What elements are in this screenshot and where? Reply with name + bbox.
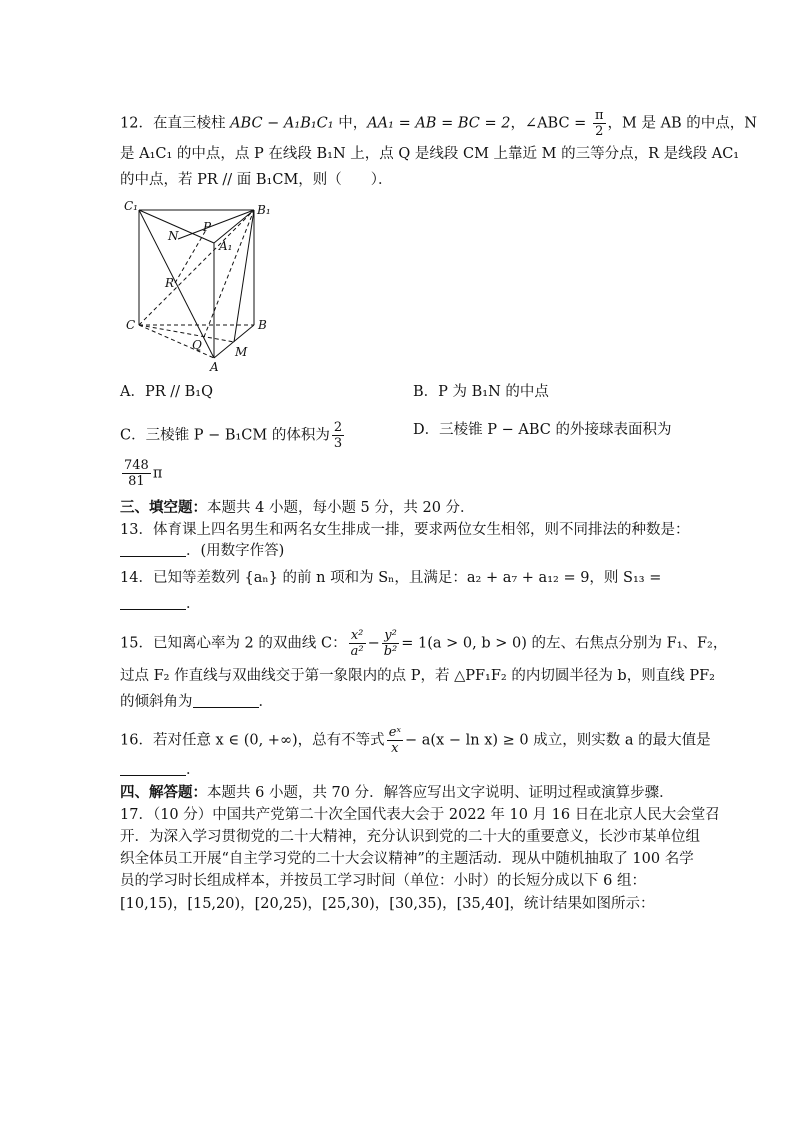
frac-num: eˣ (388, 725, 401, 740)
x2-over-a2 (349, 628, 366, 659)
q15-line-3 (120, 692, 273, 712)
q14-answer-blank[interactable] (120, 595, 186, 610)
q12-line-3: 的中点，若 PR // 面 B₁CM，则（ ）． (120, 172, 393, 188)
q12-text-b: 中， (333, 115, 368, 132)
edge-equation: AA₁ = AB = BC = 2 (367, 115, 511, 132)
label-a: A (210, 360, 219, 373)
frac-den: x (391, 741, 399, 756)
frac-den: 2 (595, 124, 604, 139)
q16-line-2 (120, 760, 201, 780)
angle-text: ，∠ABC = (510, 115, 591, 132)
q13-line-2 (120, 541, 284, 561)
q16-rest: − a(x − ln x) ≥ 0 成立，则实数 a 的最大值是 (405, 732, 711, 749)
option-d-fraction (122, 458, 151, 489)
section-3-desc: 本题共 4 小题，每小题 5 分，共 20 分． (207, 500, 475, 516)
q13-tail: ．(用数字作答) (186, 543, 285, 559)
option-a: A．PR // B₁Q (120, 384, 213, 400)
q12-number: 12． (120, 115, 153, 132)
pi-over-2 (593, 108, 606, 139)
option-d: D．三棱锥 P − ABC 的外接球表面积为 (413, 422, 672, 438)
option-c-text: C．三棱锥 P − B₁CM 的体积为 (120, 427, 330, 444)
option-b: B．P 为 B₁N 的中点 (413, 384, 549, 400)
ex-over-x (387, 725, 403, 756)
label-c: C (126, 318, 136, 332)
option-d-value (120, 458, 162, 489)
frac-den: b² (383, 644, 398, 659)
edge-ca (139, 325, 214, 358)
label-p: P (203, 220, 212, 234)
minus-sign: − (367, 635, 380, 652)
section-3-header (120, 498, 475, 518)
frac-num: 748 (124, 458, 149, 473)
q15-line3-lead: 的倾斜角为 (120, 694, 193, 710)
q15-answer-blank[interactable] (193, 693, 259, 708)
edge-b1n (178, 210, 254, 239)
q17-line-4: 员的学习时长组成样本，并按员工学习时间（单位：小时）的长短分成以下 6 组： (120, 873, 646, 889)
label-b1: B₁ (257, 203, 271, 217)
section-4-header (120, 783, 674, 803)
q16-answer-blank[interactable] (120, 761, 186, 776)
q15-lead: 15．已知离心率为 2 的双曲线 C： (120, 635, 347, 652)
q16-tail: ． (186, 762, 201, 778)
edge-cm (139, 325, 234, 342)
q16-line-1 (120, 725, 711, 756)
option-c (120, 420, 346, 451)
q15-line-1 (120, 628, 727, 659)
q12-line-2: 是 A₁C₁ 的中点，点 P 在线段 B₁N 上，点 Q 是线段 CM 上靠近 M 的三等分点，R 是线段 AC₁ (120, 146, 740, 162)
q14-line-1: 14．已知等差数列 {aₙ} 的前 n 项和为 Sₙ，且满足：a₂ + a₇ + a₁₂ = 9，则 S₁₃ = (120, 570, 662, 586)
q12-text-d: ，M 是 AB 的中点，N (607, 115, 757, 132)
q15-equation-tail: = 1(a > 0, b > 0) 的左、右焦点分别为 F₁、F₂， (401, 635, 728, 652)
y2-over-b2 (382, 628, 400, 659)
frac-num: π (594, 108, 604, 123)
frac-num: 2 (333, 420, 343, 435)
label-a1: A₁ (219, 239, 233, 253)
q13-line-1: 13．体育课上四名男生和两名女生排成一排，要求两位女生相邻，则不同排法的种数是： (120, 522, 690, 538)
edge-b1m (234, 210, 254, 342)
q12-text-a: 在直三棱柱 (152, 115, 231, 132)
option-c-fraction (332, 420, 344, 451)
q16-lead: 16．若对任意 x ∈ (0, +∞)，总有不等式 (120, 732, 385, 749)
q17-line-5: [10,15)，[15,20)，[20,25)，[25,30)，[30,35)，[35,40]，统计结果如图所示： (120, 896, 655, 912)
q14-line-2 (120, 594, 201, 614)
label-c1: C₁ (124, 199, 138, 213)
label-b: B (258, 318, 267, 332)
q14-tail: ． (186, 596, 201, 612)
section-3-heading: 三、填空题： (120, 499, 207, 516)
q17-line-1: 17．（10 分）中国共产党第二十次全国代表大会于 2022 年 10 月 16 日在北京人民大会堂召 (120, 807, 720, 823)
edge-cb1 (139, 210, 254, 325)
q17-line-2: 开．为深入学习贯彻党的二十大精神，充分认识到党的二十大的重要意义，长沙市某单位组 (120, 829, 700, 845)
q13-answer-blank[interactable] (120, 542, 186, 557)
section-4-heading: 四、解答题： (120, 784, 207, 801)
prism-figure (118, 198, 288, 373)
q17-line-3: 织全体员工开展“自主学习党的二十大会议精神”的主题活动．现从中随机抽取了 100 名学 (120, 851, 694, 867)
q15-tail: ． (258, 694, 273, 710)
pi-symbol: π (152, 465, 163, 482)
section-4-desc: 本题共 6 小题，共 70 分．解答应写出文字说明、证明过程或演算步骤． (207, 785, 674, 801)
q12-line-1 (120, 108, 757, 139)
label-m: M (235, 345, 248, 359)
label-q: Q (192, 338, 202, 352)
frac-den: 81 (128, 474, 145, 489)
frac-num: y² (382, 628, 400, 644)
label-n: N (168, 229, 179, 243)
q15-line-2: 过点 F₂ 作直线与双曲线交于第一象限内的点 P，若 △PF₁F₂ 的内切圆半径为 b，则直线 PF₂ (120, 668, 715, 684)
frac-den: a² (350, 644, 364, 659)
frac-den: 3 (333, 436, 343, 451)
frac-num: x² (349, 628, 366, 644)
label-r: R (165, 276, 175, 290)
edge-qb1 (204, 210, 254, 337)
prism-name: ABC − A₁B₁C₁ (230, 115, 334, 132)
